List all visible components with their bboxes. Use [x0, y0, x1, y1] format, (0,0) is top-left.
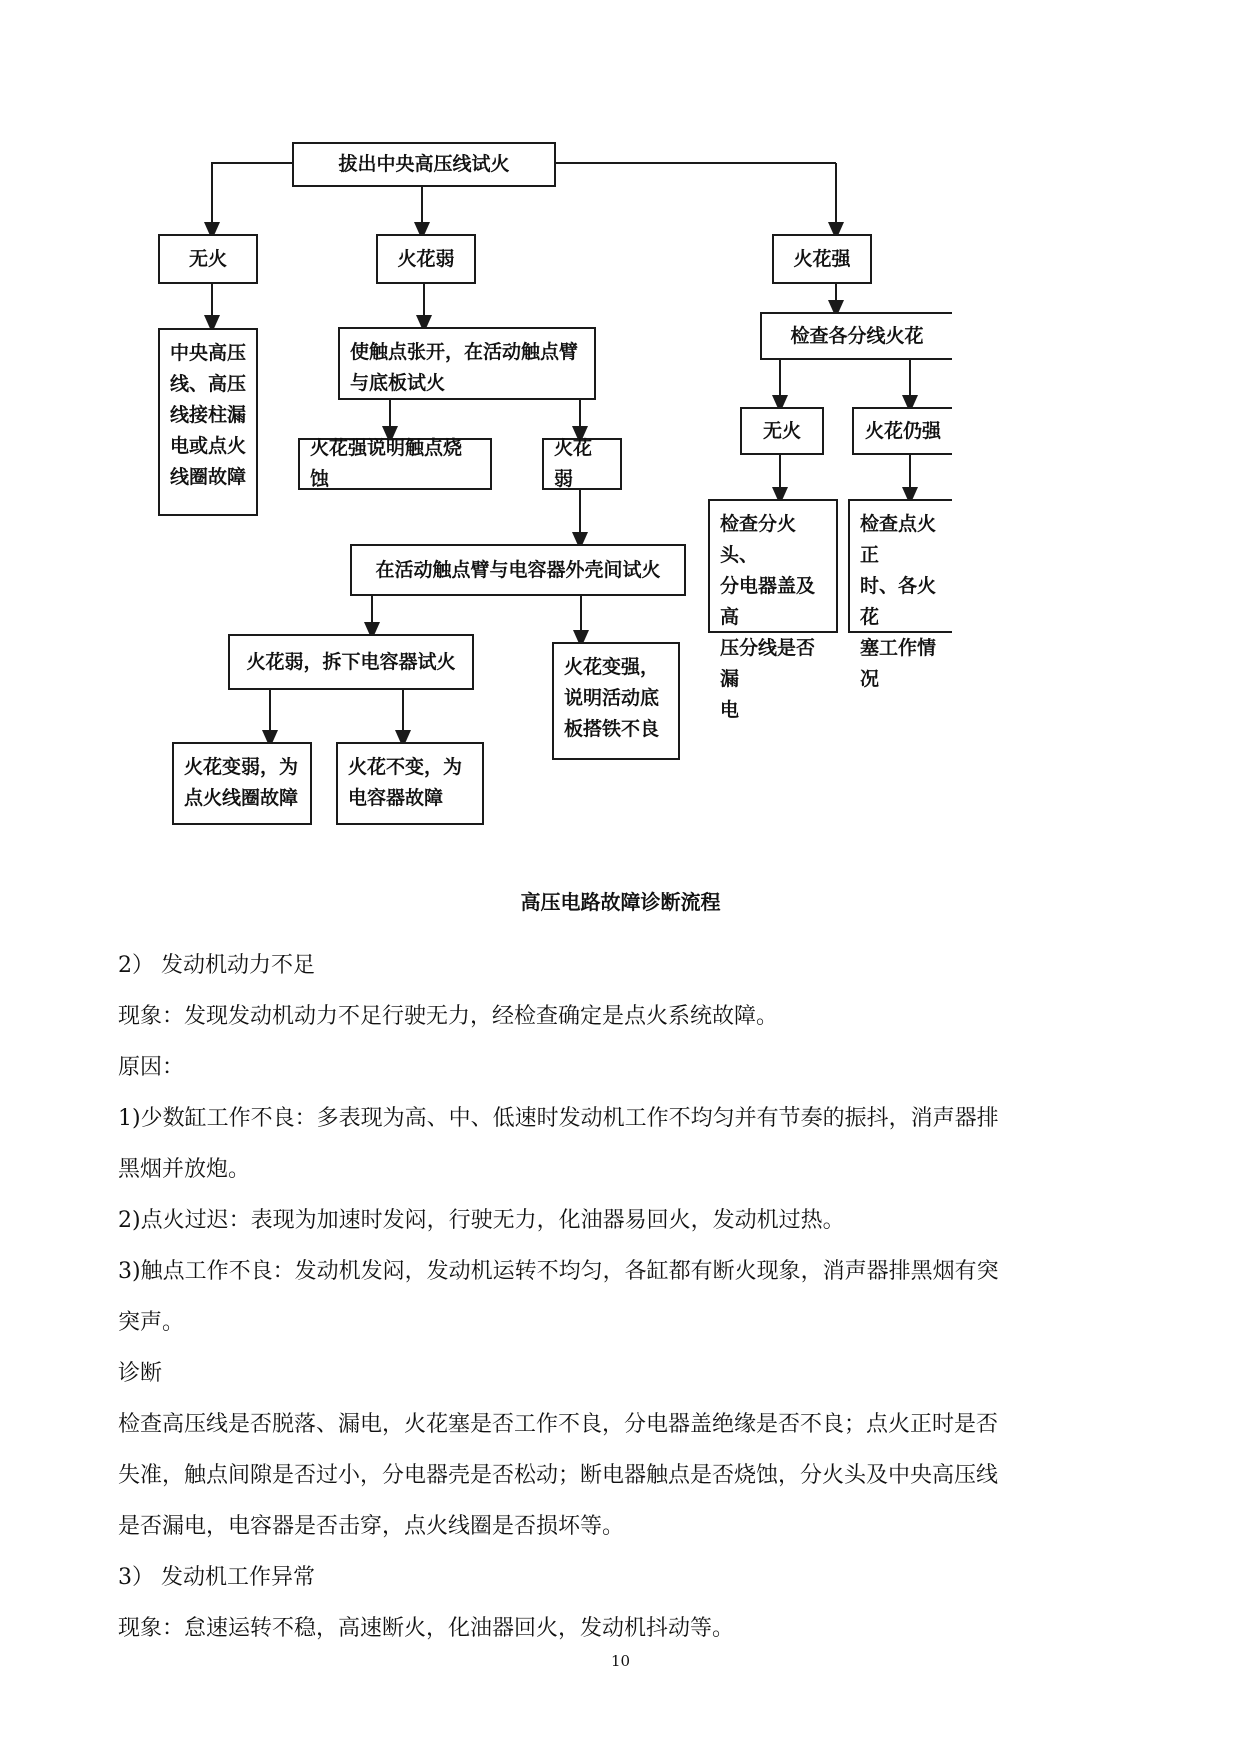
- paragraph: 2） 发动机动力不足: [118, 953, 315, 978]
- paragraph: 3） 发动机工作异常: [118, 1565, 315, 1590]
- flow-weak-step1-box: 使触点张开，在活动触点臂 与底板试火: [338, 327, 596, 400]
- flow-weak-again-box: 火花弱: [542, 438, 622, 490]
- paragraph: 2)点火过迟：表现为加速时发闷，行驶无力，化油器易回火，发动机过热。: [118, 1208, 845, 1233]
- flow-ground-result-box: 火花变强， 说明活动底 板搭铁不良: [552, 642, 680, 760]
- paragraph: 是否漏电，电容器是否击穿，点火线圈是否损坏等。: [118, 1514, 625, 1539]
- flow-branch-no-spark-box: 无火: [740, 407, 824, 455]
- flow-branch-strong-result-box: 检查点火正 时、各火花 塞工作情况: [848, 499, 952, 633]
- paragraph: 失准，触点间隙是否过小，分电器壳是否松动；断电器触点是否烧蚀，分火头及中央高压线: [118, 1463, 999, 1488]
- flow-coil-result-box: 火花变弱，为 点火线圈故障: [172, 742, 312, 825]
- flow-weak-strong-result-box: 火花强说明触点烧蚀: [298, 438, 492, 490]
- flow-branch-strong-box: 火花仍强: [852, 407, 952, 455]
- paragraph: 1)少数缸工作不良：多表现为高、中、低速时发动机工作不均匀并有节奏的振抖，消声器排: [118, 1106, 999, 1131]
- flow-weak-spark-box: 火花弱: [376, 234, 476, 284]
- paragraph: 诊断: [118, 1361, 163, 1386]
- paragraph: 原因：: [118, 1055, 185, 1080]
- page-number: 10: [610, 1652, 631, 1670]
- flow-no-spark-result-box: 中央高压 线、高压 线接柱漏 电或点火 线圈故障: [158, 328, 258, 516]
- paragraph: 现象：怠速运转不稳，高速断火，化油器回火，发动机抖动等。: [118, 1616, 735, 1641]
- flow-weak-step2-box: 在活动触点臂与电容器外壳间试火: [350, 544, 686, 596]
- flow-branch-no-result-box: 检查分火头、 分电器盖及高 压分线是否漏 电: [708, 499, 838, 633]
- flow-check-branches-box: 检查各分线火花: [760, 312, 952, 360]
- flow-capacitor-result-box: 火花不变，为 电容器故障: [336, 742, 484, 825]
- flow-strong-spark-box: 火花强: [772, 234, 872, 284]
- paragraph: 现象：发现发动机动力不足行驶无力，经检查确定是点火系统故障。: [118, 1004, 779, 1029]
- flow-remove-capacitor-box: 火花弱，拆下电容器试火: [228, 634, 474, 690]
- body-text: [118, 940, 1128, 1654]
- figure-caption: 高压电路故障诊断流程: [520, 890, 721, 914]
- paragraph: 检查高压线是否脱落、漏电，火花塞是否工作不良，分电器盖绝缘是否不良；点火正时是否: [118, 1412, 999, 1437]
- flow-no-spark-box: 无火: [158, 234, 258, 284]
- flow-root-box: 拔出中央高压线试火: [292, 142, 556, 187]
- paragraph: 黑烟并放炮。: [118, 1157, 251, 1182]
- paragraph: 3)触点工作不良：发动机发闷，发动机运转不均匀，各缸都有断火现象，消声器排黑烟有突: [118, 1259, 999, 1284]
- paragraph: 突声。: [118, 1310, 185, 1335]
